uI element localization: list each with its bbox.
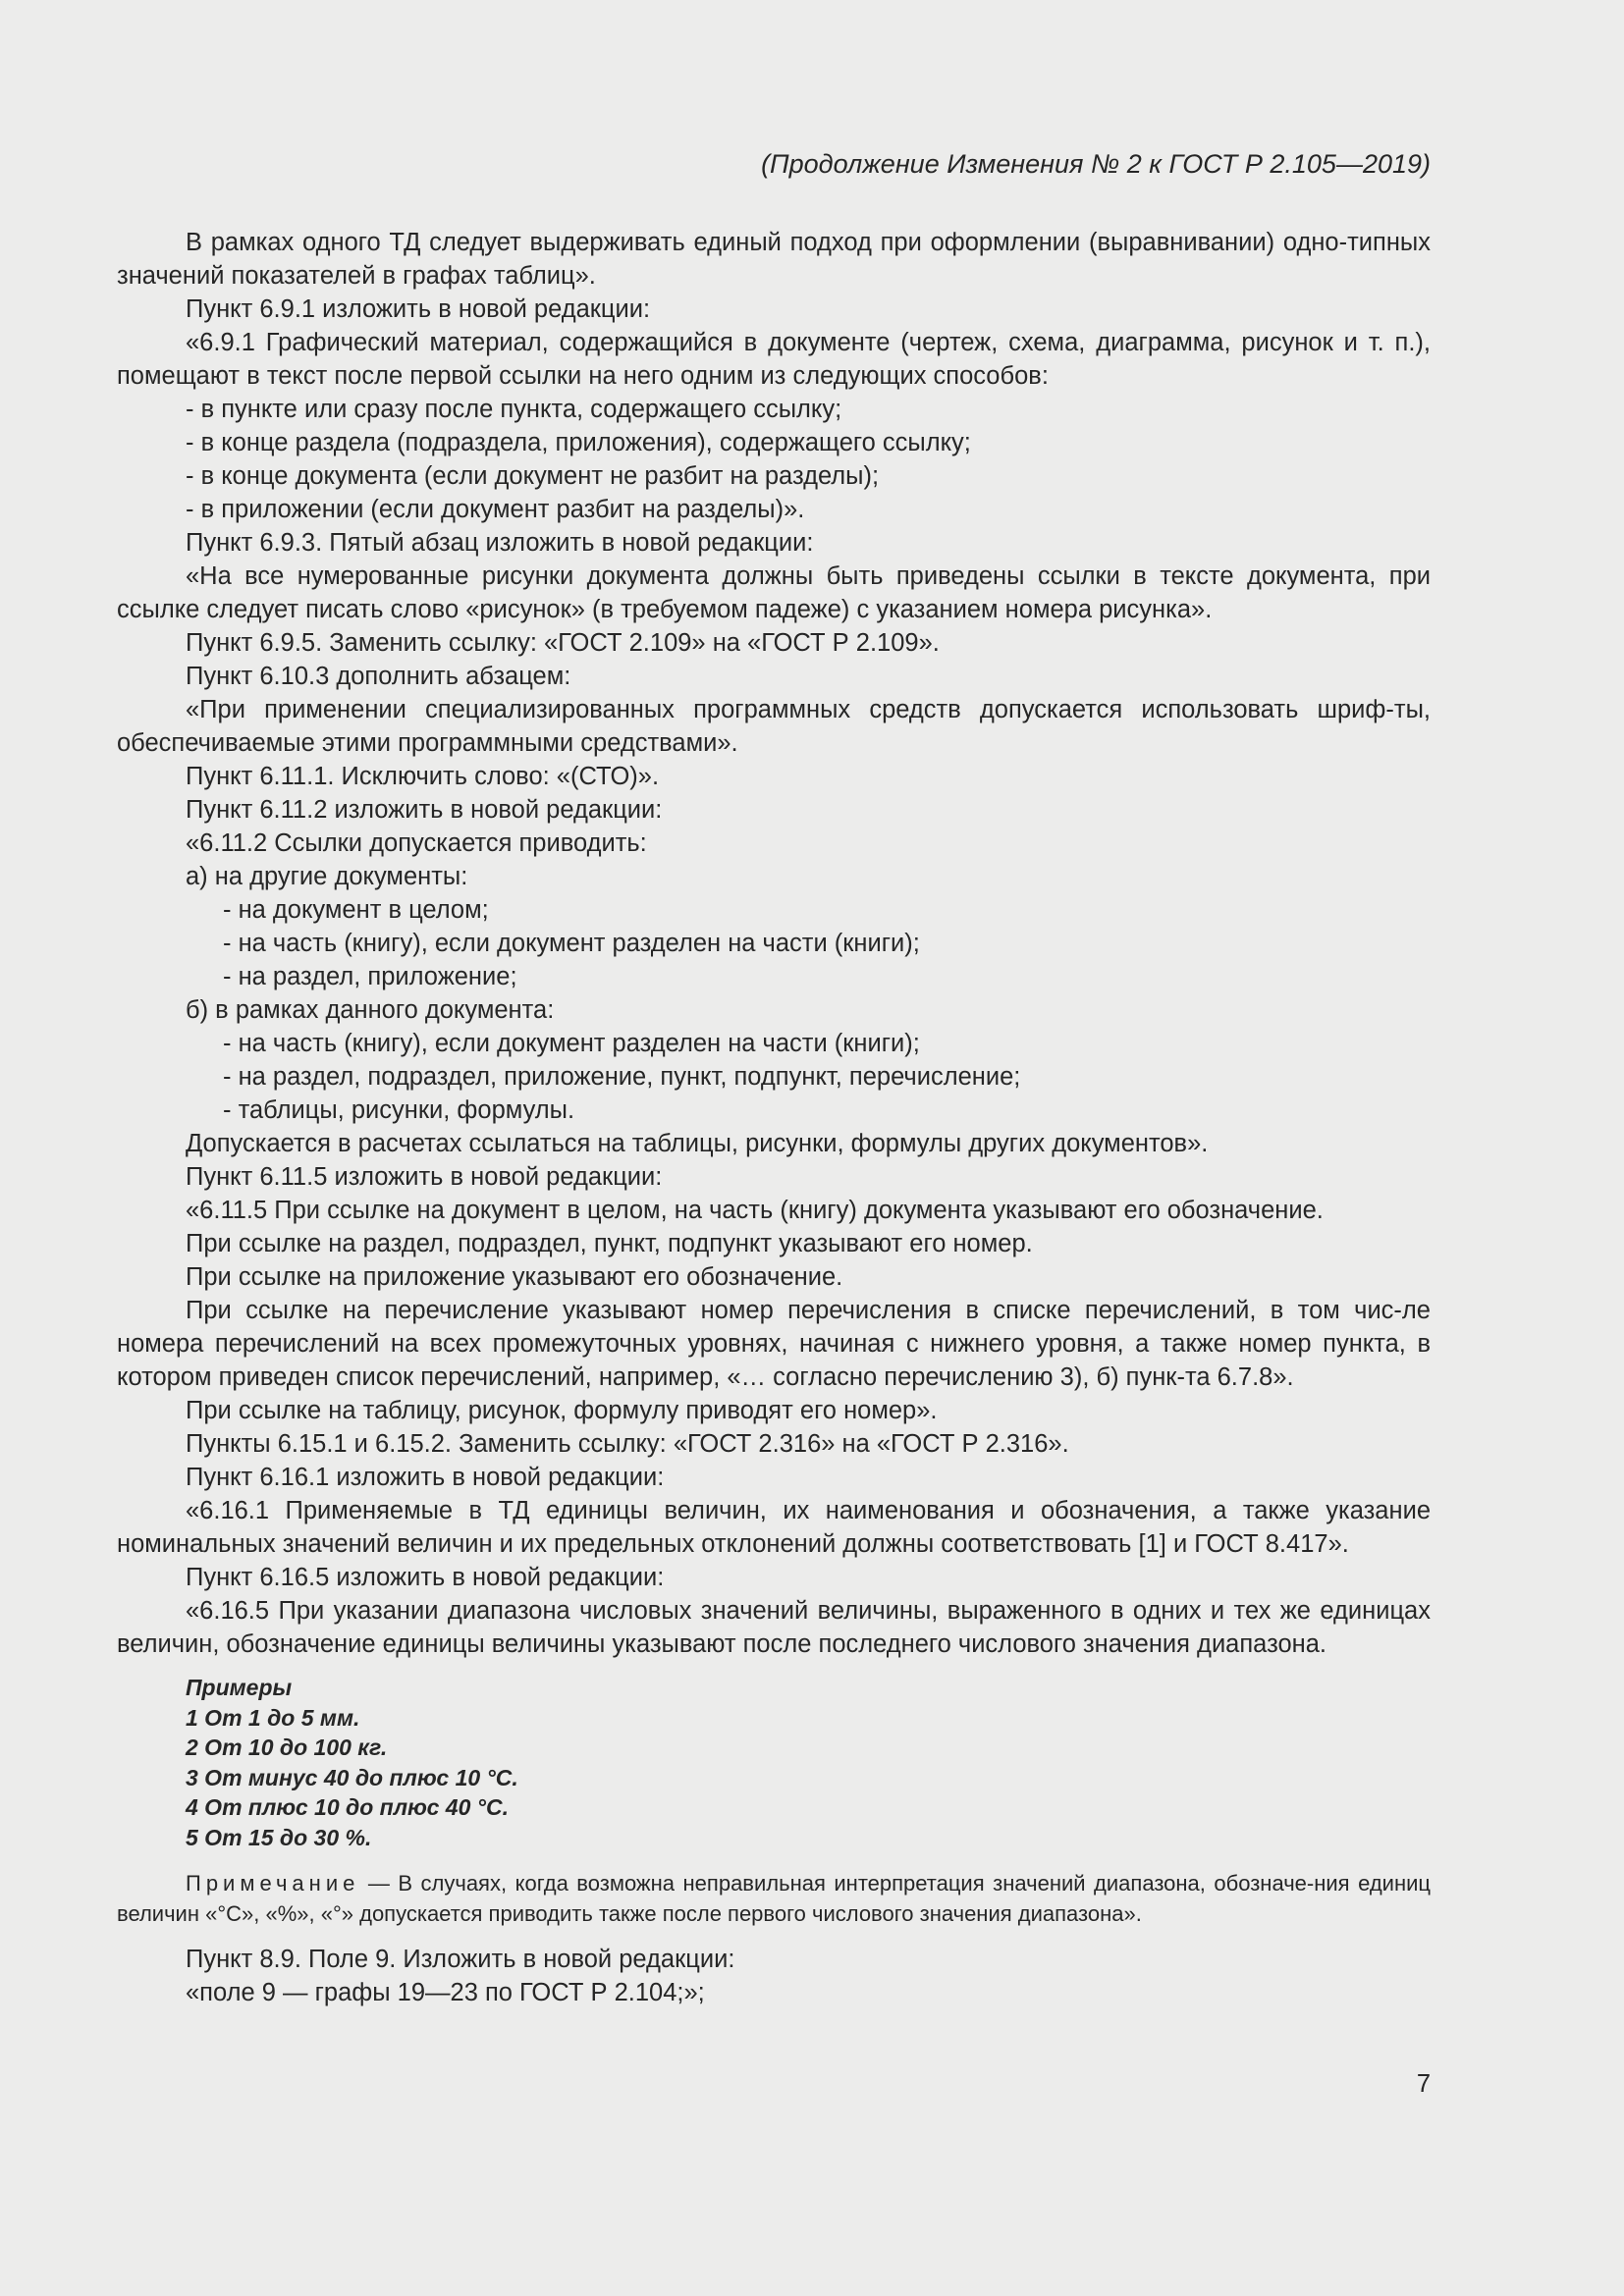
paragraph: «При применении специализированных программных средств допускается использовать шриф-ты, обеспечиваемые этими программными средствами».	[117, 696, 1431, 757]
paragraph: Пункты 6.15.1 и 6.15.2. Заменить ссылку: «ГОСТ 2.316» на «ГОСТ Р 2.316».	[186, 1430, 1069, 1458]
paragraph: Пункт 6.9.3. Пятый абзац изложить в новой редакции:	[186, 529, 814, 557]
paragraph: Пункт 8.9. Поле 9. Изложить в новой редакции:	[186, 1946, 735, 1973]
paragraph: «6.16.1 Применяемые в ТД единицы величин, их наименования и обозначения, а также указание номинальных значений величин и их предельных отклонений должны соответствовать [1] и ГОСТ 8.417».	[117, 1497, 1431, 1558]
example-item: 3 От минус 40 до плюс 10 °С.	[186, 1764, 518, 1790]
paragraph: Пункт 6.16.5 изложить в новой редакции:	[186, 1564, 665, 1591]
list-item: - таблицы, рисунки, формулы.	[223, 1096, 575, 1124]
note-text: — В случаях, когда возможна неправильная интерпретация значений диапазона, обозначе-ния единиц величин «°С», «%», «°» допускается приводить также после первого числового значения диапазона».	[117, 1871, 1431, 1926]
paragraph: «поле 9 — графы 19—23 по ГОСТ Р 2.104;»;	[186, 1979, 705, 2006]
enumeration-item: б) в рамках данного документа:	[186, 996, 555, 1024]
paragraph: «6.9.1 Графический материал, содержащийся в документе (чертеж, схема, диаграмма, рисунок и т. п.), помещают в текст после первой ссылки на него одним из следующих способов:	[117, 329, 1431, 390]
note-block	[117, 1868, 1431, 1929]
paragraph: Пункт 6.11.2 изложить в новой редакции:	[186, 796, 663, 824]
paragraph: Пункт 6.11.1. Исключить слово: «(СТО)».	[186, 763, 660, 790]
paragraph: Пункт 6.9.5. Заменить ссылку: «ГОСТ 2.109» на «ГОСТ Р 2.109».	[186, 629, 940, 657]
paragraph: Допускается в расчетах ссылаться на таблицы, рисунки, формулы других документов».	[186, 1130, 1209, 1157]
paragraph: Пункт 6.9.1 изложить в новой редакции:	[186, 295, 651, 323]
example-item: 4 От плюс 10 до плюс 40 °С.	[186, 1794, 509, 1820]
note-indent	[117, 1871, 186, 1896]
enumeration-item: а) на другие документы:	[186, 863, 468, 890]
list-item: - на часть (книгу), если документ разделен на части (книги);	[223, 1030, 920, 1057]
paragraph: Пункт 6.11.5 изложить в новой редакции:	[186, 1163, 663, 1191]
list-item: - на раздел, приложение;	[223, 963, 517, 990]
document-body	[117, 226, 1431, 2009]
paragraph: «На все нумерованные рисунки документа должны быть приведены ссылки в тексте документа, при ссылке следует писать слово «рисунок» (в требуемом падеже) с указанием номера рисунка».	[117, 562, 1431, 623]
paragraph: В рамках одного ТД следует выдерживать единый подход при оформлении (выравнивании) одно-типных значений показателей в графах таблиц».	[117, 229, 1431, 290]
example-item: 5 От 15 до 30 %.	[186, 1824, 372, 1850]
list-item: - на раздел, подраздел, приложение, пункт, подпункт, перечисление;	[223, 1063, 1021, 1091]
example-item: 1 От 1 до 5 мм.	[186, 1704, 360, 1731]
paragraph: «6.11.5 При ссылке на документ в целом, на часть (книгу) документа указывают его обозначение.	[186, 1197, 1324, 1224]
examples-block	[117, 1673, 1431, 1852]
paragraph: Пункт 6.16.1 изложить в новой редакции:	[186, 1464, 665, 1491]
list-item: - в приложении (если документ разбит на разделы)».	[186, 496, 805, 523]
running-header: (Продолжение Изменения № 2 к ГОСТ Р 2.105—2019)	[761, 149, 1431, 179]
example-item: 2 От 10 до 100 кг.	[186, 1735, 388, 1760]
examples-title: Примеры	[186, 1675, 293, 1700]
paragraph: При ссылке на таблицу, рисунок, формулу приводят его номер».	[186, 1397, 938, 1424]
document-page	[117, 147, 1431, 2009]
list-item: - на часть (книгу), если документ разделен на части (книги);	[223, 930, 920, 957]
paragraph: При ссылке на раздел, подраздел, пункт, подпункт указывают его номер.	[186, 1230, 1033, 1257]
list-item: - в конце раздела (подраздела, приложения), содержащего ссылку;	[186, 429, 971, 456]
paragraph: Пункт 6.10.3 дополнить абзацем:	[186, 663, 571, 690]
page-number: 7	[1416, 2070, 1431, 2098]
note-label: Примечание	[186, 1871, 360, 1896]
list-item: - в конце документа (если документ не разбит на разделы);	[186, 462, 880, 490]
paragraph: При ссылке на перечисление указывают номер перечисления в списке перечислений, в том чис-ле номера перечислений на всех промежуточных уровнях, начиная с нижнего уровня, а также номер пункта, в котором приведен список перечислений, например, «… согласно перечислению 3), б) пунк-та 6.7.8».	[117, 1297, 1431, 1391]
paragraph: При ссылке на приложение указывают его обозначение.	[186, 1263, 843, 1291]
paragraph: «6.16.5 При указании диапазона числовых значений величины, выраженного в одних и тех же единицах величин, обозначение единицы величины указывают после последнего числового значения диапазона.	[117, 1597, 1431, 1658]
list-item: - на документ в целом;	[223, 896, 489, 924]
paragraph: «6.11.2 Ссылки допускается приводить:	[186, 829, 647, 857]
list-item: - в пункте или сразу после пункта, содержащего ссылку;	[186, 396, 842, 423]
